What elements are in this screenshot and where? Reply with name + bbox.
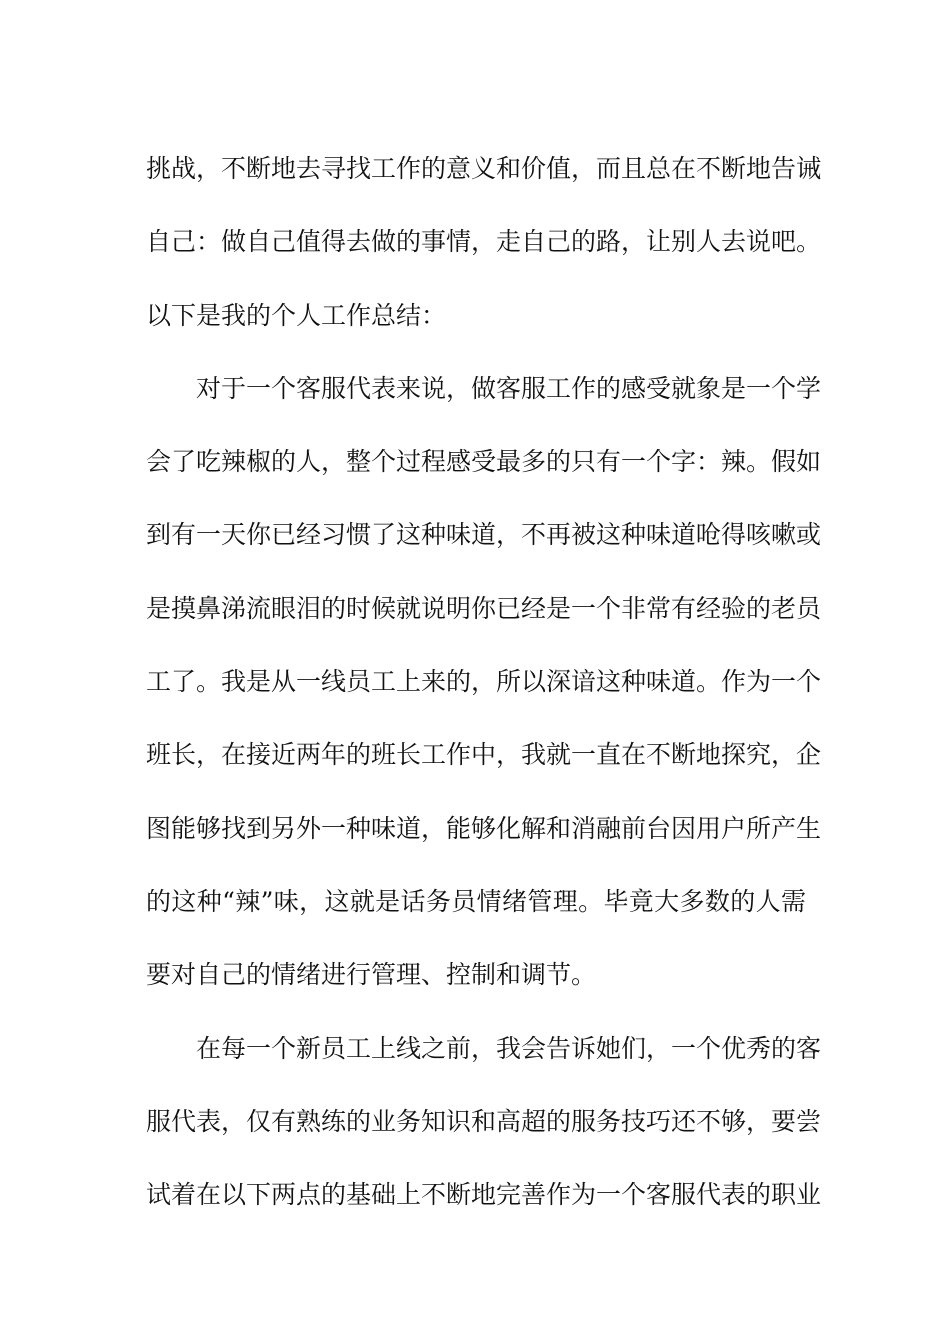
text-line-7: 是摸鼻涕流眼泪的时候就说明你已经是一个非常有经验的老员 (146, 593, 822, 623)
text-line-11: 的这种“辣”味，这就是话务员情绪管理。毕竟大多数的人需 (146, 886, 806, 916)
text-line-4: 对于一个客服代表来说，做客服工作的感受就象是一个学 (196, 373, 822, 403)
text-line-8: 工了。我是从一线员工上来的，所以深谙这种味道。作为一个 (146, 667, 822, 697)
text-line-3: 以下是我的个人工作总结： (146, 300, 447, 330)
text-line-15: 试着在以下两点的基础上不断地完善作为一个客服代表的职业 (146, 1180, 822, 1210)
text-line-9: 班长，在接近两年的班长工作中，我就一直在不断地探究，企 (146, 740, 822, 770)
document-body (146, 132, 822, 1231)
text-line-2: 自己：做自己值得去做的事情，走自己的路，让别人去说吧。 (146, 227, 822, 257)
text-line-1: 挑战，不断地去寻找工作的意义和价值，而且总在不断地告诫 (146, 154, 822, 183)
text-line-12: 要对自己的情绪进行管理、控制和调节。 (146, 960, 597, 990)
text-line-13: 在每一个新员工上线之前，我会告诉她们，一个优秀的客 (196, 1033, 822, 1063)
text-line-14: 服代表，仅有熟练的业务知识和高超的服务技巧还不够，要尝 (146, 1106, 822, 1136)
text-line-10: 图能够找到另外一种味道，能够化解和消融前台因用户所产生 (146, 813, 822, 843)
text-line-6: 到有一天你已经习惯了这种味道，不再被这种味道呛得咳嗽或 (146, 520, 822, 550)
text-line-5: 会了吃辣椒的人，整个过程感受最多的只有一个字：辣。假如 (146, 447, 822, 477)
